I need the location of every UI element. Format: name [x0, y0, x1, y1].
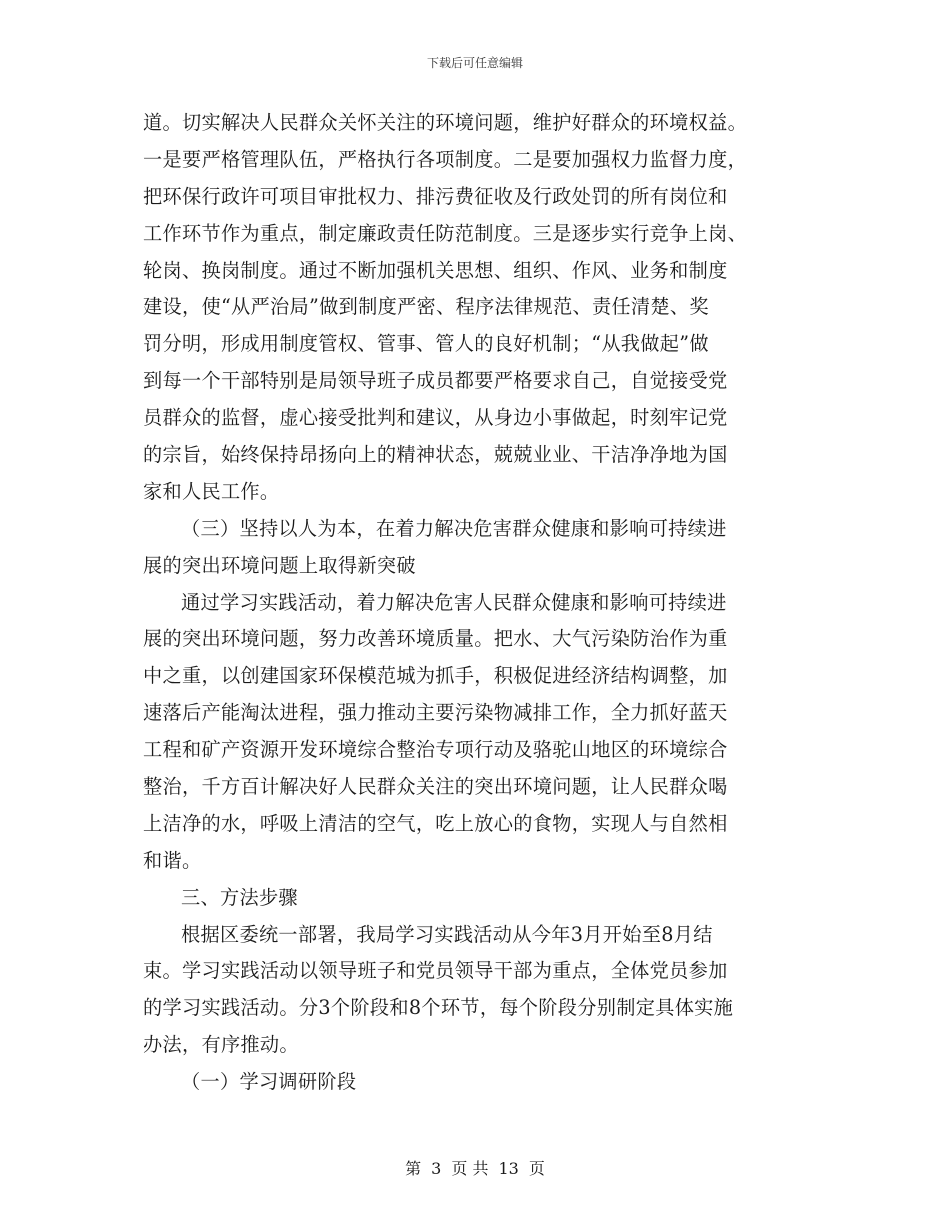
- text-line: 整治，千方百计解决好人民群众关注的突出环境问题，让人民群众喝: [143, 775, 728, 799]
- page-number: 3: [431, 1159, 442, 1178]
- subsection-heading: （一）学习调研阶段: [181, 1070, 357, 1094]
- page-header: 下载后可任意编辑: [426, 56, 523, 70]
- text-line: 建设，使“从严治局”做到制度严密、程序法律规范、责任清楚、奖: [143, 295, 709, 319]
- text-line: 中之重，以创建国家环保模范城为抓手，积极促进经济结构调整，加: [143, 664, 728, 688]
- paragraph-first-line: 根据区委统一部署，我局学习实践活动从今年3月开始至8月结: [181, 922, 713, 946]
- section-heading: 三、方法步骤: [181, 885, 298, 909]
- text-line: 速落后产能淘汰进程，强力推动主要污染物减排工作，全力抓好蓝天: [143, 701, 728, 725]
- text-line: 的宗旨，始终保持昂扬向上的精神状态，兢兢业业、干洁净净地为国: [143, 443, 728, 467]
- text-line: 工作环节作为重点，制定廉政责任防范制度。三是逐步实行竞争上岗、: [143, 221, 748, 245]
- page-footer: [0, 1156, 950, 1179]
- text-line: 和谐。: [143, 848, 202, 872]
- text-line: 的学习实践活动。分3个阶段和8个环节，每个阶段分别制定具体实施: [143, 996, 734, 1020]
- section-heading-line: 展的突出环境问题上取得新突破: [143, 553, 416, 577]
- total-pages: 13: [498, 1159, 519, 1178]
- text-line: 员群众的监督，虚心接受批判和建议，从身边小事做起，时刻牢记党: [143, 406, 728, 430]
- text-line: 上洁净的水，呼吸上清洁的空气，吃上放心的食物，实现人与自然相: [143, 811, 728, 835]
- text-line: 把环保行政许可项目审批权力、排污费征收及行政处罚的所有岗位和: [143, 184, 728, 208]
- text-line: 罚分明，形成用制度管权、管事、管人的良好机制；“从我做起”做: [143, 332, 709, 356]
- paragraph-first-line: 通过学习实践活动，着力解决危害人民群众健康和影响可持续进: [181, 590, 727, 614]
- text-line: 束。学习实践活动以领导班子和党员领导干部为重点，全体党员参加: [143, 959, 728, 983]
- text-line: 办法，有序推动。: [143, 1033, 299, 1057]
- text-line: 工程和矿产资源开发环境综合整治专项行动及骆驼山地区的环境综合: [143, 738, 728, 762]
- text-line: 轮岗、换岗制度。通过不断加强机关思想、组织、作风、业务和制度: [143, 258, 728, 282]
- text-line: 到每一个干部特别是局领导班子成员都要严格要求自己，自觉接受党: [143, 369, 728, 393]
- text-line: 一是要严格管理队伍，严格执行各项制度。二是要加强权力监督力度，: [143, 147, 748, 171]
- footer-prefix: 第: [405, 1159, 422, 1178]
- document-body: [143, 105, 803, 1101]
- text-line: 家和人民工作。: [143, 479, 280, 503]
- section-heading-line: （三）坚持以人为本，在着力解决危害群众健康和影响可持续进: [181, 516, 727, 540]
- text-line: 道。切实解决人民群众关怀关注的环境问题，维护好群众的环境权益。: [143, 111, 748, 134]
- text-line: 展的突出环境问题，努力改善环境质量。把水、大气污染防治作为重: [143, 627, 728, 651]
- footer-mid: 页 共: [451, 1159, 489, 1178]
- footer-suffix: 页: [528, 1159, 545, 1178]
